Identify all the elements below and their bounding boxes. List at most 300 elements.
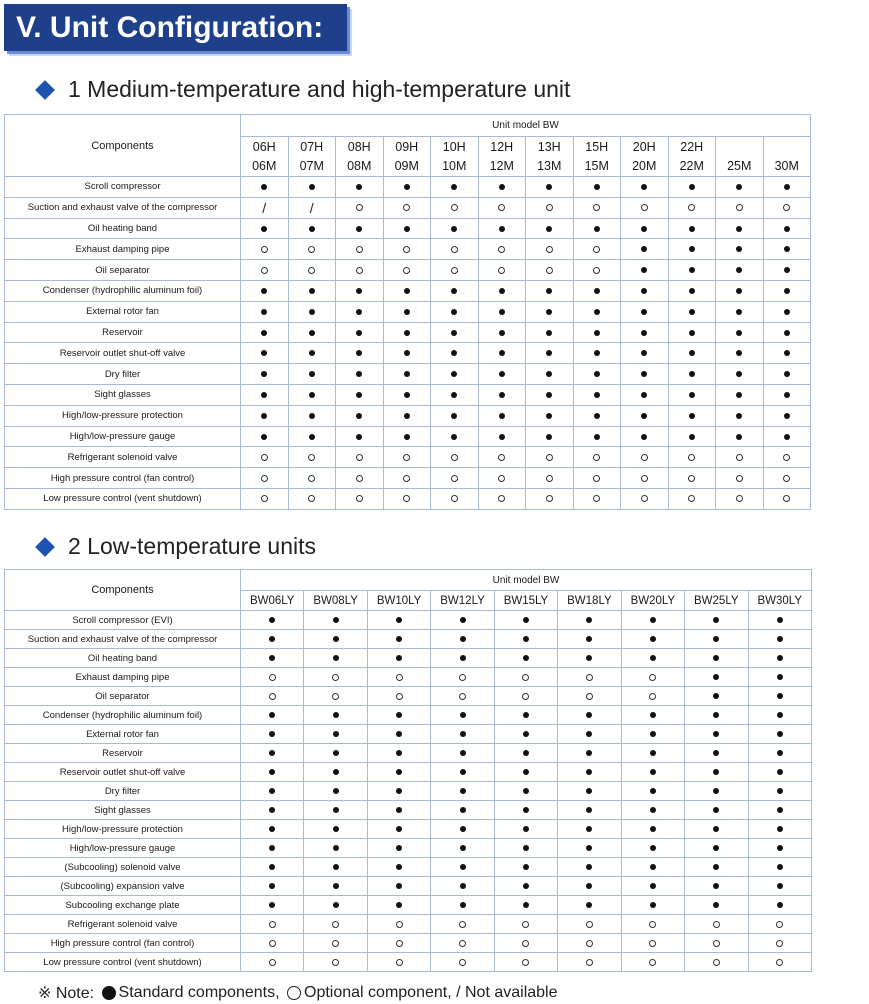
model-label-line: 13H — [537, 139, 561, 154]
optional-ring-icon — [403, 454, 410, 461]
model-header — [621, 137, 669, 177]
table-cell — [685, 858, 748, 877]
standard-dot-icon — [777, 788, 783, 794]
optional-ring-icon — [688, 204, 695, 211]
component-name: Suction and exhaust valve of the compressor — [5, 197, 241, 218]
table-cell — [716, 447, 764, 468]
standard-dot-icon — [650, 826, 656, 832]
component-name: Sight glasses — [5, 801, 241, 820]
standard-dot-icon — [396, 845, 402, 851]
table-cell — [241, 839, 304, 858]
standard-dot-icon — [499, 413, 505, 419]
optional-ring-icon — [269, 959, 276, 966]
table-row — [5, 405, 811, 426]
standard-dot-icon — [594, 371, 600, 377]
table-cell — [431, 915, 494, 934]
table-cell — [716, 177, 764, 198]
optional-ring-icon — [261, 267, 268, 274]
standard-dot-icon — [713, 636, 719, 642]
standard-dot-icon — [460, 769, 466, 775]
standard-dot-icon — [451, 184, 457, 190]
standard-dot-icon — [594, 288, 600, 294]
optional-ring-icon — [356, 267, 363, 274]
note-na: / Not available — [456, 984, 558, 1001]
table-cell — [241, 896, 304, 915]
table-cell — [685, 706, 748, 725]
standard-dot-icon — [269, 769, 275, 775]
standard-dot-icon — [261, 309, 267, 315]
table-cell — [763, 426, 811, 447]
table-cell — [431, 239, 479, 260]
table-cell — [241, 280, 289, 301]
optional-ring-icon — [649, 674, 656, 681]
table-cell — [621, 630, 684, 649]
standard-dot-icon — [499, 226, 505, 232]
optional-ring-icon — [688, 495, 695, 502]
optional-ring-icon — [498, 475, 505, 482]
optional-ring-icon — [522, 940, 529, 947]
optional-ring-icon — [593, 246, 600, 253]
table-cell — [241, 177, 289, 198]
table-cell — [526, 384, 574, 405]
table-cell — [336, 177, 384, 198]
component-name: Oil separator — [5, 687, 241, 706]
model-header — [241, 137, 289, 177]
standard-dot-icon — [689, 350, 695, 356]
model-header: BW12LY — [431, 591, 494, 611]
standard-dot-icon — [460, 883, 466, 889]
table-cell — [494, 820, 557, 839]
standard-dot-icon — [586, 902, 592, 908]
standard-dot-icon — [309, 330, 315, 336]
table-cell — [573, 301, 621, 322]
table-cell — [241, 687, 304, 706]
standard-dot-icon — [546, 392, 552, 398]
table-cell — [431, 687, 494, 706]
table-cell — [526, 280, 574, 301]
standard-dot-icon — [546, 413, 552, 419]
standard-dot-icon — [460, 864, 466, 870]
standard-dot-icon — [460, 617, 466, 623]
table-cell — [478, 280, 526, 301]
table-row — [5, 763, 812, 782]
table-cell — [573, 197, 621, 218]
table-cell — [685, 649, 748, 668]
table-row — [5, 197, 811, 218]
model-header — [336, 137, 384, 177]
standard-dot-icon — [713, 864, 719, 870]
table-cell — [621, 725, 684, 744]
table-cell — [558, 668, 621, 687]
model-header: BW18LY — [558, 591, 621, 611]
table-cell — [241, 426, 289, 447]
standard-dot-icon — [460, 826, 466, 832]
table-cell — [367, 953, 430, 972]
header-row — [5, 570, 812, 591]
standard-dot-icon — [523, 864, 529, 870]
component-name: Oil heating band — [5, 218, 241, 239]
optional-ring-icon — [546, 475, 553, 482]
standard-dot-icon — [784, 330, 790, 336]
standard-dot-icon — [309, 350, 315, 356]
optional-ring-icon — [776, 959, 783, 966]
optional-ring-icon — [586, 959, 593, 966]
model-label-line: 15H — [585, 139, 609, 154]
standard-dot-icon — [641, 350, 647, 356]
standard-dot-icon — [784, 392, 790, 398]
standard-dot-icon — [102, 986, 116, 1000]
standard-dot-icon — [641, 246, 647, 252]
table-cell — [478, 468, 526, 489]
table-cell — [526, 447, 574, 468]
table-cell — [494, 687, 557, 706]
standard-dot-icon — [586, 636, 592, 642]
model-header — [478, 137, 526, 177]
standard-dot-icon — [586, 769, 592, 775]
table-cell — [763, 405, 811, 426]
table-cell — [304, 915, 367, 934]
optional-ring-icon — [396, 959, 403, 966]
optional-ring-icon — [396, 674, 403, 681]
optional-ring-icon — [459, 940, 466, 947]
table-cell — [621, 260, 669, 281]
standard-dot-icon — [309, 226, 315, 232]
standard-dot-icon — [451, 392, 457, 398]
table-cell — [431, 280, 479, 301]
standard-dot-icon — [309, 371, 315, 377]
table-cell — [431, 782, 494, 801]
standard-dot-icon — [460, 845, 466, 851]
optional-ring-icon — [261, 475, 268, 482]
standard-dot-icon — [523, 731, 529, 737]
table-cell — [526, 426, 574, 447]
table-cell — [621, 763, 684, 782]
standard-dot-icon — [333, 902, 339, 908]
model-label-line: 22M — [679, 158, 704, 173]
standard-dot-icon — [594, 330, 600, 336]
table-cell — [383, 384, 431, 405]
table-cell — [383, 343, 431, 364]
banner-title: V. Unit Configuration: — [16, 10, 324, 44]
standard-dot-icon — [689, 246, 695, 252]
table-cell — [431, 839, 494, 858]
table-cell — [668, 364, 716, 385]
table-cell — [431, 384, 479, 405]
model-label-line: 09M — [394, 158, 419, 173]
optional-ring-icon — [649, 940, 656, 947]
table-cell — [336, 364, 384, 385]
component-name: Low pressure control (vent shutdown) — [5, 488, 241, 509]
table-cell — [241, 343, 289, 364]
table-cell — [431, 763, 494, 782]
table-cell — [558, 630, 621, 649]
table-cell — [336, 280, 384, 301]
table-cell — [573, 280, 621, 301]
standard-dot-icon — [460, 788, 466, 794]
standard-dot-icon — [777, 636, 783, 642]
table-cell — [763, 364, 811, 385]
component-name: Reservoir — [5, 322, 241, 343]
standard-dot-icon — [594, 350, 600, 356]
table-cell — [431, 725, 494, 744]
table-row — [5, 877, 812, 896]
model-header: BW10LY — [367, 591, 430, 611]
table-cell — [685, 896, 748, 915]
table-cell — [431, 364, 479, 385]
table-cell — [478, 447, 526, 468]
table-cell — [478, 364, 526, 385]
table-row — [5, 468, 811, 489]
table-cell — [685, 763, 748, 782]
standard-dot-icon — [777, 731, 783, 737]
table-cell — [304, 801, 367, 820]
table-cell — [383, 260, 431, 281]
standard-dot-icon — [641, 392, 647, 398]
standard-dot-icon — [736, 267, 742, 273]
table-cell — [494, 934, 557, 953]
standard-dot-icon — [777, 883, 783, 889]
standard-dot-icon — [777, 674, 783, 680]
standard-dot-icon — [333, 864, 339, 870]
table-cell — [494, 877, 557, 896]
standard-dot-icon — [586, 655, 592, 661]
standard-dot-icon — [269, 617, 275, 623]
table-cell — [763, 447, 811, 468]
table-cell — [621, 177, 669, 198]
table-cell — [716, 197, 764, 218]
optional-ring-icon — [403, 475, 410, 482]
component-name: (Subcooling) expansion valve — [5, 877, 241, 896]
table-cell — [748, 877, 812, 896]
table-cell — [431, 820, 494, 839]
note-prefix: ※ Note: — [38, 985, 95, 1002]
standard-dot-icon — [333, 845, 339, 851]
optional-ring-icon — [332, 674, 339, 681]
standard-dot-icon — [641, 371, 647, 377]
standard-dot-icon — [460, 750, 466, 756]
standard-dot-icon — [784, 226, 790, 232]
table-cell — [526, 177, 574, 198]
optional-ring-icon — [308, 246, 315, 253]
optional-ring-icon — [451, 475, 458, 482]
table-cell — [716, 218, 764, 239]
component-name: Subcooling exchange plate — [5, 896, 241, 915]
model-header — [526, 137, 574, 177]
table-cell — [494, 725, 557, 744]
standard-dot-icon — [689, 434, 695, 440]
optional-ring-icon — [736, 454, 743, 461]
standard-dot-icon — [689, 184, 695, 190]
table-cell — [558, 782, 621, 801]
standard-dot-icon — [523, 769, 529, 775]
table-cell — [748, 801, 812, 820]
table-cell — [716, 405, 764, 426]
standard-dot-icon — [586, 845, 592, 851]
table-cell — [748, 649, 812, 668]
standard-dot-icon — [784, 413, 790, 419]
table-cell — [478, 405, 526, 426]
components-header: Components — [5, 570, 241, 611]
table-cell — [716, 322, 764, 343]
table-cell — [573, 343, 621, 364]
table-cell — [526, 197, 574, 218]
table-cell — [494, 630, 557, 649]
model-header: BW06LY — [241, 591, 304, 611]
section-2-title: 2 Low-temperature units — [68, 533, 317, 559]
component-name: High pressure control (fan control) — [5, 468, 241, 489]
table-cell — [304, 896, 367, 915]
table-row — [5, 915, 812, 934]
table-cell — [431, 953, 494, 972]
table-cell — [526, 239, 574, 260]
table-cell — [241, 239, 289, 260]
standard-dot-icon — [650, 807, 656, 813]
optional-ring-icon — [403, 495, 410, 502]
section-1-title: 1 Medium-temperature and high-temperature unit — [68, 76, 571, 102]
table-cell — [685, 839, 748, 858]
optional-ring-icon — [736, 495, 743, 502]
table-row — [5, 384, 811, 405]
table-cell — [304, 877, 367, 896]
optional-ring-icon — [308, 475, 315, 482]
standard-dot-icon — [650, 712, 656, 718]
table-row — [5, 934, 812, 953]
standard-dot-icon — [269, 845, 275, 851]
table-cell — [621, 343, 669, 364]
standard-dot-icon — [309, 413, 315, 419]
standard-dot-icon — [499, 288, 505, 294]
model-header — [288, 137, 336, 177]
table-row — [5, 630, 812, 649]
table-row — [5, 744, 812, 763]
optional-ring-icon — [451, 267, 458, 274]
standard-dot-icon — [689, 413, 695, 419]
standard-dot-icon — [523, 750, 529, 756]
standard-dot-icon — [594, 392, 600, 398]
medium-high-temp-config-table — [4, 114, 811, 510]
table-cell — [383, 280, 431, 301]
standard-dot-icon — [499, 330, 505, 336]
standard-dot-icon — [689, 330, 695, 336]
table-row — [5, 839, 812, 858]
table-cell — [573, 364, 621, 385]
table-cell — [716, 488, 764, 509]
table-cell — [336, 218, 384, 239]
table-cell — [288, 384, 336, 405]
table-cell — [573, 447, 621, 468]
table-cell — [336, 197, 384, 218]
table-row — [5, 706, 812, 725]
standard-dot-icon — [523, 617, 529, 623]
table-cell — [304, 858, 367, 877]
model-label-line: 22H — [680, 139, 704, 154]
table-cell — [748, 744, 812, 763]
optional-ring-icon — [641, 454, 648, 461]
standard-dot-icon — [333, 788, 339, 794]
table-cell — [431, 611, 494, 630]
table-cell — [241, 197, 289, 218]
table-cell — [431, 218, 479, 239]
table-cell — [431, 649, 494, 668]
optional-ring-icon — [403, 267, 410, 274]
note-standard: Standard components, — [118, 984, 280, 1001]
table-cell — [478, 239, 526, 260]
table-cell — [241, 706, 304, 725]
table-cell — [241, 322, 289, 343]
table-cell — [367, 858, 430, 877]
model-label-line: 13M — [537, 158, 562, 173]
table-cell — [336, 322, 384, 343]
table-cell — [431, 668, 494, 687]
table-cell — [241, 858, 304, 877]
table-cell — [558, 839, 621, 858]
table-cell — [241, 953, 304, 972]
optional-ring-icon — [641, 204, 648, 211]
standard-dot-icon — [736, 246, 742, 252]
table-cell — [748, 896, 812, 915]
standard-dot-icon — [404, 413, 410, 419]
standard-dot-icon — [523, 826, 529, 832]
table-cell — [431, 706, 494, 725]
optional-ring-icon — [593, 267, 600, 274]
standard-dot-icon — [641, 309, 647, 315]
table-cell — [668, 384, 716, 405]
table-cell — [288, 177, 336, 198]
standard-dot-icon — [460, 731, 466, 737]
standard-dot-icon — [499, 309, 505, 315]
table-cell — [621, 820, 684, 839]
table-cell — [367, 782, 430, 801]
table-cell — [621, 934, 684, 953]
table-cell — [558, 934, 621, 953]
standard-dot-icon — [396, 655, 402, 661]
standard-dot-icon — [333, 712, 339, 718]
standard-dot-icon — [396, 902, 402, 908]
model-label-line: 12H — [490, 139, 514, 154]
standard-dot-icon — [333, 636, 339, 642]
diamond-bullet-icon — [35, 537, 55, 557]
standard-dot-icon — [594, 309, 600, 315]
standard-dot-icon — [736, 434, 742, 440]
standard-dot-icon — [650, 864, 656, 870]
standard-dot-icon — [777, 864, 783, 870]
table-row — [5, 447, 811, 468]
table-cell — [621, 782, 684, 801]
table-cell — [526, 218, 574, 239]
standard-dot-icon — [546, 350, 552, 356]
optional-ring-icon — [498, 204, 505, 211]
optional-ring-icon — [332, 693, 339, 700]
standard-dot-icon — [333, 617, 339, 623]
standard-dot-icon — [356, 184, 362, 190]
table-cell — [478, 301, 526, 322]
standard-dot-icon — [269, 807, 275, 813]
standard-dot-icon — [451, 350, 457, 356]
standard-dot-icon — [404, 371, 410, 377]
table-cell — [621, 301, 669, 322]
model-header: BW25LY — [685, 591, 748, 611]
table-cell — [336, 384, 384, 405]
table-cell — [621, 649, 684, 668]
standard-dot-icon — [269, 788, 275, 794]
table-cell — [431, 343, 479, 364]
model-header — [716, 137, 764, 177]
table-cell — [431, 260, 479, 281]
component-name: (Subcooling) solenoid valve — [5, 858, 241, 877]
standard-dot-icon — [261, 184, 267, 190]
standard-dot-icon — [333, 769, 339, 775]
standard-dot-icon — [689, 267, 695, 273]
